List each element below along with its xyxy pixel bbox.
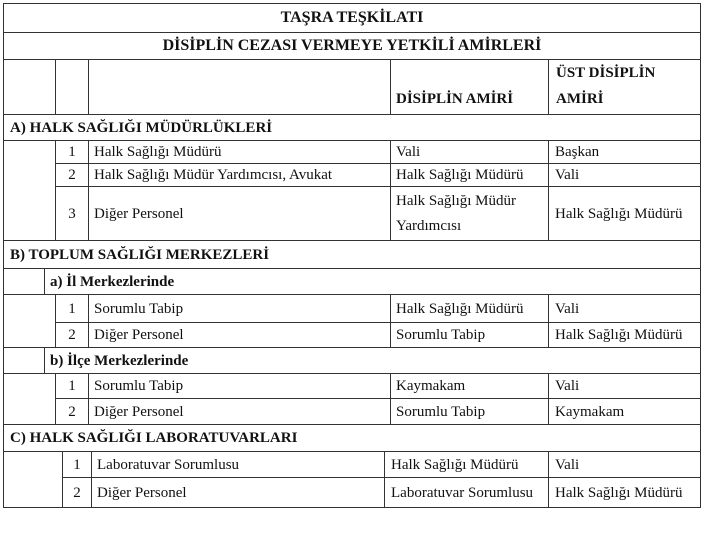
personel-cell: Diğer Personel [94, 205, 184, 222]
personel-cell: Diğer Personel [97, 484, 187, 501]
disiplin-amiri-cell: Halk Sağlığı Müdürü [396, 167, 524, 183]
section-title-a: A) HALK SAĞLIĞI MÜDÜRLÜKLERİ [10, 119, 273, 136]
disiplin-amiri-cell: Halk Sağlığı Müdürü [396, 300, 524, 317]
table-rule [3, 3, 4, 507]
row-number: 2 [73, 484, 81, 501]
row-number: 2 [68, 403, 76, 420]
row-number: 1 [68, 378, 76, 394]
subsection-title-ilce: b) İlçe Merkezlerinde [50, 352, 189, 369]
section-title-b: B) TOPLUM SAĞLIĞI MERKEZLERİ [10, 246, 270, 263]
row-number: 1 [68, 300, 76, 317]
ust-disiplin-amiri-cell: Vali [555, 300, 580, 317]
table-rule [3, 507, 701, 508]
row-number: 2 [68, 167, 76, 183]
disiplin-amiri-cell: Sorumlu Tabip [396, 403, 486, 420]
personel-cell: Laboratuvar Sorumlusu [97, 456, 240, 473]
table-rule [548, 451, 549, 507]
table-rule [548, 140, 549, 240]
table-rule [55, 59, 56, 114]
ust-disiplin-amiri-cell: Vali [555, 456, 580, 473]
row-number: 2 [68, 327, 76, 343]
disiplin-amiri-cell-line1: Halk Sağlığı Müdür [396, 193, 516, 209]
subsection-title-il: a) İl Merkezlerinde [50, 273, 175, 290]
personel-cell: Diğer Personel [94, 327, 184, 343]
table-rule [91, 451, 92, 507]
disiplin-amiri-cell: Sorumlu Tabip [396, 327, 486, 343]
ust-disiplin-amiri-cell: Kaymakam [555, 403, 625, 420]
ust-disiplin-amiri-cell: Halk Sağlığı Müdürü [555, 327, 683, 343]
table-rule [390, 294, 391, 347]
row-number: 1 [68, 144, 76, 160]
table-rule [44, 268, 45, 294]
row-number: 1 [73, 456, 81, 473]
disiplin-amiri-cell: Halk Sağlığı Müdürü [391, 456, 519, 473]
ust-disiplin-amiri-cell: Vali [555, 167, 580, 183]
table-rule [88, 59, 89, 114]
table-rule [384, 451, 385, 507]
table-rule [548, 373, 549, 424]
table-rule [700, 3, 701, 507]
table-rule [548, 294, 549, 347]
personel-cell: Sorumlu Tabip [94, 378, 184, 394]
table-rule [44, 347, 45, 373]
table-subtitle: DİSİPLİN CEZASI VERMEYE YETKİLİ AMİRLERİ [162, 37, 542, 54]
ust-disiplin-amiri-cell: Halk Sağlığı Müdürü [555, 484, 683, 501]
personel-cell: Diğer Personel [94, 403, 184, 420]
section-title-c: C) HALK SAĞLIĞI LABORATUVARLARI [10, 430, 298, 446]
ust-disiplin-amiri-cell: Başkan [555, 144, 600, 160]
personel-cell: Sorumlu Tabip [94, 300, 184, 317]
column-header-ust-disiplin-amiri-line1: ÜST DİSİPLİN [556, 65, 656, 81]
ust-disiplin-amiri-cell: Vali [555, 378, 580, 394]
ust-disiplin-amiri-cell: Halk Sağlığı Müdürü [555, 205, 683, 222]
table-rule [88, 373, 89, 424]
disiplin-amiri-cell: Vali [396, 144, 421, 160]
personel-cell: Halk Sağlığı Müdür Yardımcısı, Avukat [94, 167, 333, 183]
table-rule [390, 59, 391, 114]
table-rule [548, 59, 549, 114]
table-rule [390, 140, 391, 240]
disiplin-amiri-cell: Laboratuvar Sorumlusu [391, 484, 534, 501]
table-rule [390, 373, 391, 424]
personel-cell: Halk Sağlığı Müdürü [94, 144, 222, 160]
column-header-disiplin-amiri: DİSİPLİN AMİRİ [396, 91, 514, 107]
table-rule [88, 294, 89, 347]
table-rule [88, 140, 89, 240]
page-title: TAŞRA TEŞKİLATI [280, 9, 424, 26]
table-rule [3, 59, 701, 60]
disiplin-amiri-cell: Kaymakam [396, 378, 466, 394]
row-number: 3 [68, 205, 76, 222]
disiplin-amiri-cell-line2: Yardımcısı [396, 218, 462, 234]
column-header-ust-disiplin-amiri-line2: AMİRİ [556, 91, 604, 107]
